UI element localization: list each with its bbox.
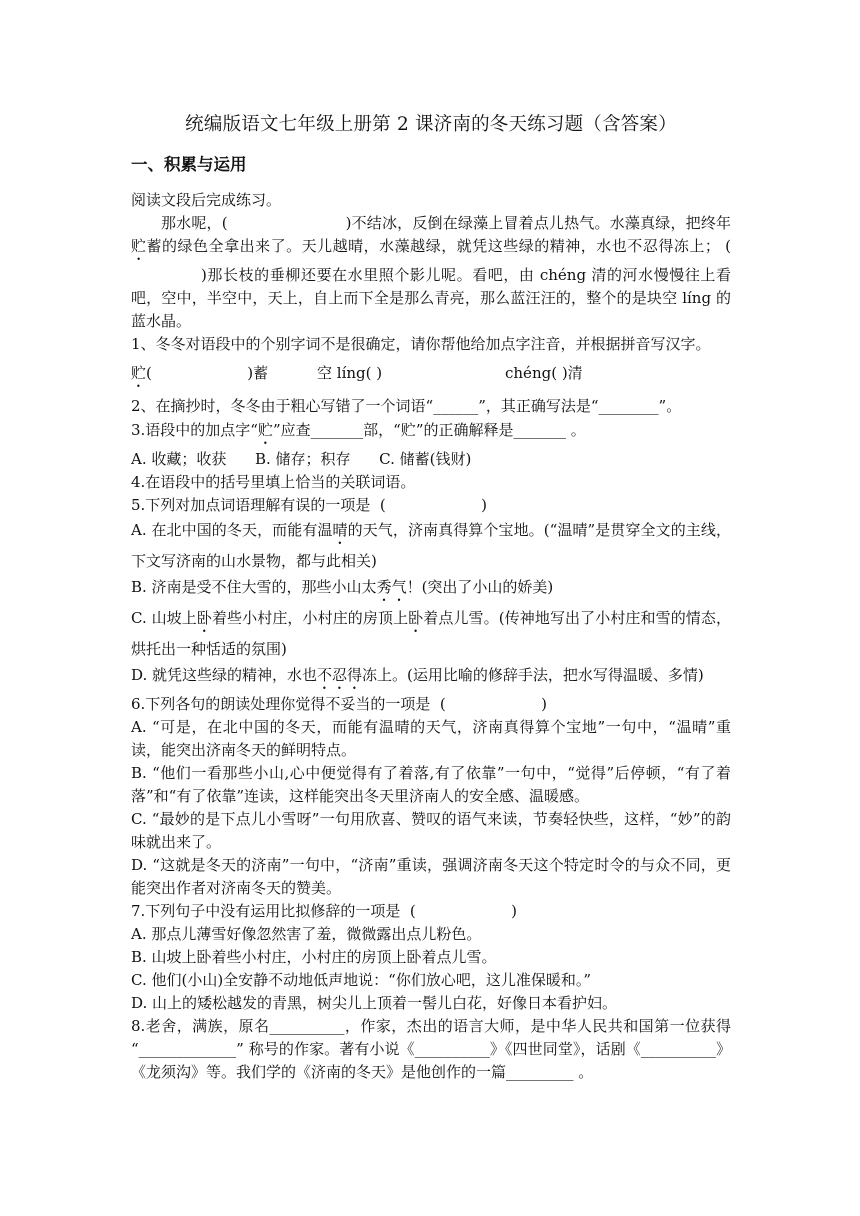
q7-option-d: D. 山上的矮松越发的青黑，树尖儿上顶着一髻儿白花，好像日本看护妇。: [131, 994, 618, 1012]
q7-option-c: C. 他们(小山)全安静不动地低声地说：“你们放心吧，这儿准保暖和。”: [131, 971, 592, 989]
q1-item-c: chéng( )清: [505, 364, 583, 382]
q1-item-a: ( )蓄: [146, 364, 269, 382]
q5c-text-2: 着些小村庄，小村庄的房顶上: [211, 609, 409, 627]
q5c-dotted-1: 卧: [196, 609, 212, 627]
question-2: 2、在摘抄时，冬冬由于粗心写错了一个词语“______”，其正确写法是“________”。: [131, 397, 682, 415]
question-4: 4.在语段中的括号里填上恰当的关联词语。: [131, 473, 416, 491]
q5b-dotted: 秀气: [376, 578, 407, 596]
document-page: [131, 110, 731, 1084]
dotted-char-zhu: 贮: [131, 237, 147, 255]
q5d-dotted: 不忍得: [317, 666, 363, 684]
question-6: 6.下列各句的朗读处理你觉得不妥当的一项是 ( ): [131, 695, 547, 713]
q3-part-a: 3.语段中的加点字“: [131, 421, 258, 439]
intro-text: 阅读文段后完成练习。: [131, 191, 282, 209]
q5a-text-2: 的天气，济南真得算个宝地。(“温晴”是贯穿全文的主线，下文写济南的山水景物，都与此相关): [131, 521, 731, 570]
document-title: 统编版语文七年级上册第 2 课济南的冬天练习题（含答案）: [185, 114, 677, 135]
passage-part-1: 那水呢，(: [161, 214, 228, 232]
q5d-text-1: D. 就凭这些绿的精神，水也: [131, 666, 318, 684]
q7-option-b: B. 山坡上卧着些小村庄，小村庄的房顶上卧着点儿雪。: [131, 948, 497, 966]
dotted-char-zhu-q3: 贮: [257, 421, 273, 439]
q3-part-b: ”应查_______部，“贮”的正确解释是_______ 。: [273, 421, 586, 439]
question-3: [131, 419, 731, 448]
reading-passage: [131, 212, 731, 333]
q6-option-b: B. “他们一看那些小山,心中便觉得有了着落,有了依靠”一句中，“觉得”后停顿，“有了着落”和“有了依靠”连读，这样能突出冬天里济南人的安全感、温暖感。: [131, 764, 731, 805]
q6-option-a: A. “可是，在北中国的冬天，而能有温晴的天气，济南真得算个宝地”一句中，“温晴”重读，能突出济南冬天的鲜明特点。: [131, 718, 731, 759]
passage-part-2: )不结冰，反倒在绿藻上冒着点儿热气。水藻真绿，把终年: [345, 214, 732, 232]
q7-option-a: A. 那点儿薄雪好像忽然害了羞，微微露出点儿粉色。: [131, 925, 482, 943]
question-3-options: A. 收藏；收获 B. 储存；积存 C. 储蓄(钱财): [131, 450, 472, 468]
q5-option-c: [131, 605, 731, 662]
q5d-text-2: 冻上。(运用比喻的修辞手法，把水写得温暖、多情): [362, 666, 704, 684]
question-7: 7.下列句子中没有运用比拟修辞的一项是 ( ): [131, 902, 517, 920]
passage-part-4: )那长枝的垂柳还要在水里照个影儿呢。看吧，由 chéng 清的河水慢慢往上看吧，空中，半空中，天上，自上而下全是那么青亮，那么蓝汪汪的，整个的是块空 líng 的蓝水晶。: [131, 266, 731, 330]
q5b-text-1: B. 济南是受不住大雪的，那些小山太: [131, 578, 377, 596]
dotted-char-zhu-q1: 贮: [131, 364, 147, 382]
section-heading: 一、积累与运用: [131, 155, 247, 174]
q5-option-a: [131, 517, 731, 574]
q5a-text-1: A. 在北中国的冬天，而能有温: [131, 521, 333, 539]
q5b-text-2: ！(突出了小山的娇美): [406, 578, 554, 596]
question-1: 1、冬冬对语段中的个别字词不是很确定，请你帮他给加点字注音，并根据拼音写汉字。: [131, 335, 711, 353]
q5-option-d: [131, 662, 731, 693]
question-5: 5.下列对加点词语理解有误的一项是 ( ): [131, 496, 487, 514]
q5-option-b: [131, 574, 731, 605]
q1-item-b: 空 líng( ): [317, 364, 383, 382]
q5a-dotted: 晴: [332, 521, 348, 539]
question-1-answers: [131, 360, 731, 391]
q5c-dotted-2: 卧: [408, 609, 424, 627]
q5c-text-3: 着点儿雪。(传神地写出了小村庄和雪的情态，烘托出一种恬适的氛围): [131, 609, 731, 658]
q6-option-c: C. “最妙的是下点儿小雪呀”一句用欣喜、赞叹的语气来读，节奏轻快些，这样，“妙”的韵味就出来了。: [131, 810, 731, 851]
q5c-text-1: C. 山坡上: [131, 609, 197, 627]
q6-option-d: D. “这就是冬天的济南”一句中，“济南”重读，强调济南冬天这个特定时令的与众不同，更能突出作者对济南冬天的赞美。: [131, 856, 731, 897]
passage-part-3: 蓄的绿色全拿出来了。天儿越晴，水藻越绿，就凭这些绿的精神，水也不忍得冻上； (: [146, 237, 731, 255]
question-8: 8.老舍，满族，原名__________，作家，杰出的语言大师，是中华人民共和国第一位获得 “_____________” 称号的作家。著有小说《__________》《四世同堂》，话剧《__________》《龙须沟》等。我们学的《济南的冬天》是他创作的一篇_________ 。: [131, 1017, 731, 1081]
